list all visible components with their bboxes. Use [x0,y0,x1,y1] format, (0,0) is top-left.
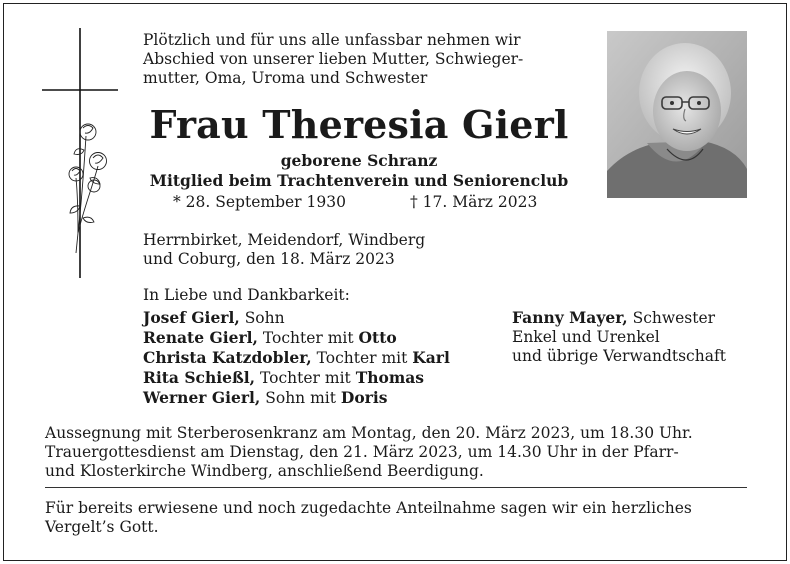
family-name: Josef Gierl, [143,308,240,327]
family-relation: Tochter mit [311,349,413,367]
family-line: und übrige Verwandtschaft [512,347,726,365]
place-line-2: und Coburg, den 18. März 2023 [143,250,395,268]
deceased-name: Frau Theresia Gierl [149,102,569,147]
family-list-secondary [512,308,762,366]
intro-text [143,31,575,88]
divider [45,487,747,488]
family-item [512,308,762,328]
family-line: Enkel und Urenkel [512,328,660,346]
intro-line-3: mutter, Oma, Uroma und Schwester [143,69,428,87]
family-item [143,368,503,388]
family-item [143,308,503,328]
ceremony-line-1: Aussegnung mit Sterberosenkranz am Montag, den 20. März 2023, um 18.30 Uhr. [45,424,693,442]
family-name: Werner Gierl, [143,388,261,407]
birth-date: * 28. September 1930 [173,193,346,211]
portrait-photo [607,31,747,198]
closing-line-2: Vergelt’s Gott. [45,518,159,536]
family-partner: Thomas [355,368,425,387]
family-list [143,308,503,408]
family-item [143,388,503,408]
ceremony-info [45,424,747,481]
life-dates [143,193,575,212]
closing-text [45,499,747,537]
death-date: † 17. März 2023 [410,193,538,211]
membership: Mitglied beim Trachtenverein und Seniorenclub [149,171,569,190]
ceremony-line-2: Trauergottesdienst am Dienstag, den 21. März 2023, um 14.30 Uhr in der Pfarr- [45,443,679,461]
family-name: Christa Katzdobler, [143,348,312,367]
birth-name: geborene Schranz [280,151,438,170]
thanks-intro: In Liebe und Dankbarkeit: [143,286,350,304]
family-item [143,328,503,348]
family-relation: Tochter mit [257,329,359,347]
intro-line-2: Abschied von unserer lieben Mutter, Schwieger- [143,50,524,68]
place-line-1: Herrnbirket, Meidendorf, Windberg [143,231,426,249]
family-name: Fanny Mayer, [512,308,628,327]
place-and-date [143,231,575,269]
family-relation: Sohn mit [260,389,341,407]
family-relation: Schwester [627,309,716,327]
cross-with-roses-icon [40,28,120,278]
family-relation: Tochter mit [255,369,356,387]
family-partner: Otto [358,328,397,347]
closing-line-1: Für bereits erwiesene und noch zugedachte Anteilnahme sagen wir ein herzliches [45,499,692,517]
family-partner: Doris [340,388,388,407]
family-relation: Sohn [239,309,285,327]
ceremony-line-3: und Klosterkirche Windberg, anschließend Beerdigung. [45,462,484,480]
family-name: Rita Schießl, [143,368,256,387]
intro-line-1: Plötzlich und für uns alle unfassbar nehmen wir [143,31,521,49]
family-item [143,348,503,368]
family-partner: Karl [412,348,450,367]
family-name: Renate Gierl, [143,328,258,347]
